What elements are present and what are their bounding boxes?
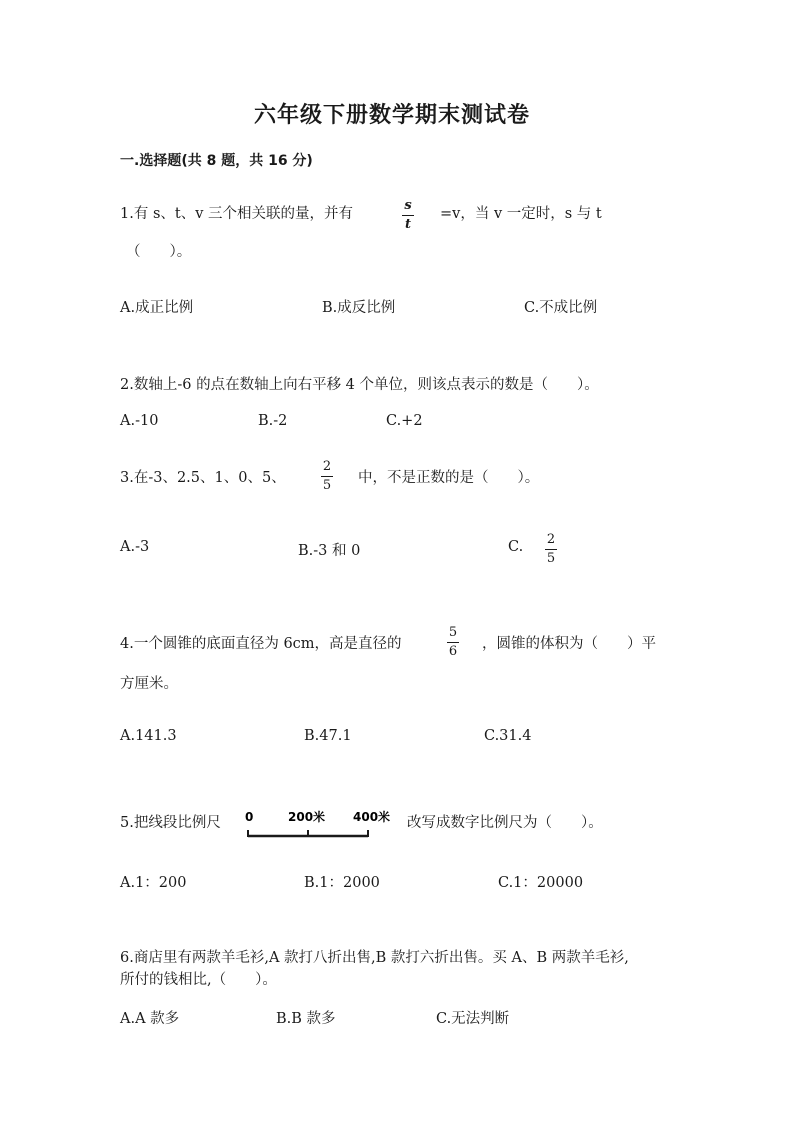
fraction-s-over-t	[402, 199, 414, 232]
question-1-blank: （ ）。	[126, 244, 192, 260]
section-heading: 一.选择题(共 8 题，共 16 分)	[120, 153, 313, 169]
question-3-option-c[interactable]: C.	[508, 539, 524, 555]
fraction-numerator: 2	[546, 532, 556, 547]
question-1-text-cont: =v，当 v 一定时，s 与 t	[440, 206, 602, 222]
question-6-option-c[interactable]: C.无法判断	[436, 1011, 510, 1027]
question-4-text-cont: ，圆锥的体积为（ ）平	[482, 636, 656, 652]
fraction-numerator: 5	[448, 625, 458, 640]
fraction-numerator: s	[404, 198, 412, 213]
question-1-text: 1.有 s、t、v 三个相关联的量，并有	[120, 206, 354, 222]
option-c-fraction	[545, 533, 557, 566]
question-1-option-b[interactable]: B.成反比例	[322, 300, 396, 316]
fraction-two-fifths	[321, 460, 333, 493]
question-4-option-b[interactable]: B.47.1	[304, 728, 352, 744]
scale-label-400: 400米	[353, 810, 391, 824]
question-3-text: 3.在-3、2.5、1、0、5、	[120, 470, 286, 486]
question-2-option-b[interactable]: B.-2	[258, 413, 288, 429]
question-4-text: 4.一个圆锥的底面直径为 6cm，高是直径的	[120, 636, 402, 652]
question-3-text-cont: 中，不是正数的是（ ）。	[358, 470, 540, 486]
question-3-option-b[interactable]: B.-3 和 0	[298, 543, 361, 559]
fraction-five-sixths	[447, 626, 459, 659]
question-4-option-a[interactable]: A.141.3	[120, 728, 177, 744]
fraction-numerator: 2	[322, 459, 332, 474]
scale-label-0: 0	[245, 810, 254, 824]
fraction-denominator: 5	[546, 551, 556, 566]
question-4-option-c[interactable]: C.31.4	[484, 728, 532, 744]
question-6-text: 6.商店里有两款羊毛衫,A 款打八折出售,B 款打六折出售。买 A、B 两款羊毛衫,	[120, 950, 629, 966]
line-segment-scale	[240, 808, 400, 848]
question-6-text-line2: 所付的钱相比,（ ）。	[120, 972, 277, 988]
question-2-option-c[interactable]: C.+2	[386, 413, 423, 429]
question-5-option-c[interactable]: C.1：20000	[498, 875, 584, 891]
question-6-option-a[interactable]: A.A 款多	[120, 1011, 180, 1027]
question-3-option-a[interactable]: A.-3	[120, 539, 150, 555]
question-5-text-cont: 改写成数字比例尺为（ ）。	[407, 815, 603, 831]
page-title: 六年级下册数学期末测试卷	[254, 103, 531, 128]
question-1-option-a[interactable]: A.成正比例	[120, 300, 194, 316]
question-2-option-a[interactable]: A.-10	[120, 413, 159, 429]
question-1-option-c[interactable]: C.不成比例	[524, 300, 598, 316]
question-5-text: 5.把线段比例尺	[120, 815, 221, 831]
question-2-text: 2.数轴上-6 的点在数轴上向右平移 4 个单位，则该点表示的数是（ ）。	[120, 377, 599, 393]
question-6-option-b[interactable]: B.B 款多	[276, 1011, 336, 1027]
question-5-option-b[interactable]: B.1：2000	[304, 875, 380, 891]
fraction-denominator: t	[404, 217, 411, 232]
fraction-denominator: 5	[322, 478, 332, 493]
fraction-denominator: 6	[448, 644, 458, 659]
question-5-option-a[interactable]: A.1：200	[120, 875, 187, 891]
question-4-text-line2: 方厘米。	[120, 676, 178, 692]
scale-label-200: 200米	[288, 810, 326, 824]
